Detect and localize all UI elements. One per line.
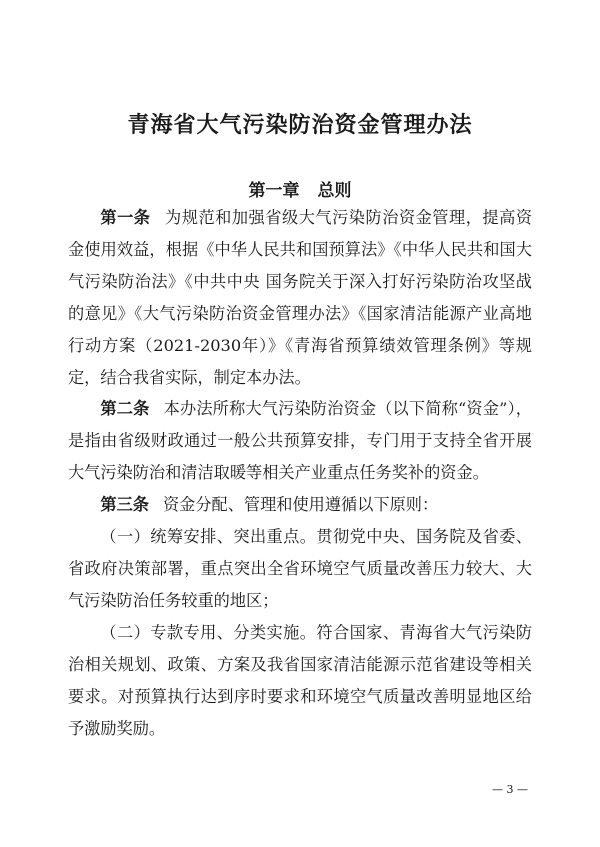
chapter-name: 总则 [317, 181, 352, 201]
article-label: 第三条 [100, 495, 149, 515]
chapter-heading [0, 176, 600, 201]
article-text: 本办法所称大气污染防治资金（以下简称“资金”），是指由省级财政通过一般公共预算安排，专门用于支持全省开展大气污染防治和清洁取暖等相关产业重点任务奖补的资金。 [68, 399, 532, 483]
article-text: 为规范和加强省级大气污染防治资金管理，提高资金使用效益，根据《中华人民共和国预算法》《中华人民共和国大气污染防治法》《中共中央 国务院关于深入打好污染防治攻坚战的意见》《大气污染防治资金管理办法》《国家清洁能源产业高地行动方案（2021-2030年）》《青海省预算绩效管理条例》等规定，结合我省实际，制定本办法。 [68, 208, 533, 387]
article-label: 第二条 [100, 399, 150, 419]
document-body [68, 202, 532, 744]
article-label: 第一条 [100, 208, 151, 227]
principle-1: （一）统筹安排、突出重点。贯彻党中央、国务院及省委、省政府决策部署，重点突出全省环境空气质量改善压力较大、大气污染防治任务较重的地区； [68, 527, 532, 610]
chapter-number: 第一章 [248, 181, 300, 201]
document-title: 青海省大气污染防治资金管理办法 [127, 112, 473, 138]
article-1 [68, 202, 532, 393]
article-text: 资金分配、管理和使用遵循以下原则： [162, 495, 439, 515]
page-number: — 3 — [492, 783, 528, 796]
article-2 [68, 393, 532, 489]
article-3 [68, 489, 532, 521]
principle-2: （二）专款专用、分类实施。符合国家、青海省大气污染防治相关规划、政策、方案及我省国家清洁能源示范省建设等相关要求。对预算执行达到序时要求和环境空气质量改善明显地区给予激励奖励。 [68, 622, 532, 738]
